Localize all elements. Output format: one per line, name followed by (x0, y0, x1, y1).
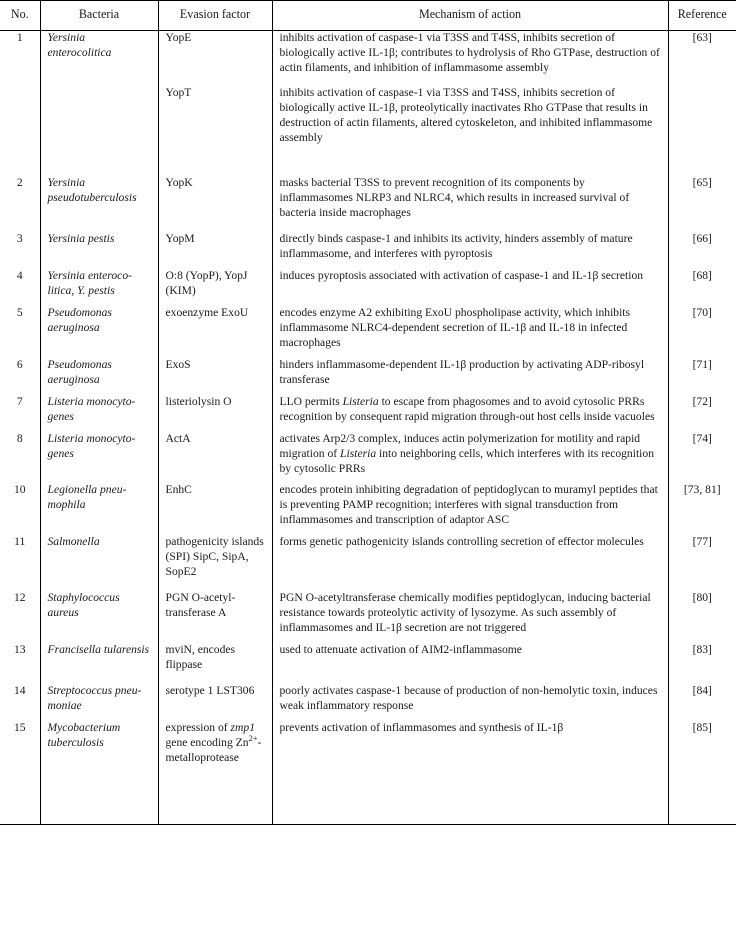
row-evasion-factor: mviN, encodes flippase (158, 643, 272, 673)
row-evasion-factor: YopE (158, 30, 272, 75)
row-evasion-factor: serotype 1 LST306 (158, 684, 272, 714)
column-header-evasion: Evasion factor (158, 1, 272, 31)
row-evasion-factor: listeriolysin O (158, 395, 272, 425)
row-reference: [72] (692, 394, 712, 408)
table-row (0, 395, 736, 425)
table-row (0, 176, 736, 221)
row-evasion-factor: expression of zmp1 gene encoding $Zn^{2+}$-metalloprotease (158, 721, 272, 766)
table-row (0, 306, 736, 351)
spacer-row (0, 636, 736, 643)
spacer-row (0, 146, 736, 176)
row-number: 6 (0, 358, 40, 388)
gene-name: zmp1 (230, 720, 256, 734)
row-mechanism: inhibits activation of caspase-1 via T3SS and T4SS, inhibits secretion of biologically active IL-1β, proteolytically inactivates Rho GTPase that results in destruction of actin filaments, altered cytoskeleton, and inhibited inflammasome assembly (272, 86, 668, 146)
row-number: 11 (0, 535, 40, 580)
row-mechanism: poorly activates caspase-1 because of production of non-hemolytic toxin, induces weak inflammatory response (272, 684, 668, 714)
row-evasion-factor: pathogenicity islands (SPI) SipC, SipA, SopE2 (158, 535, 272, 580)
table-row (0, 269, 736, 299)
species-name: Listeria (340, 446, 377, 460)
row-evasion-factor: exoenzyme ExoU (158, 306, 272, 351)
row-bacteria: Streptococcus pneu- moniae (40, 684, 158, 714)
spacer-row (0, 299, 736, 306)
spacer-row (0, 388, 736, 395)
row-reference: [77] (692, 535, 712, 549)
spacer-row (0, 714, 736, 721)
row-bacteria: Yersinia enterocolitica (40, 30, 158, 75)
table-row (0, 591, 736, 636)
row-number (0, 86, 40, 146)
row-bacteria: Pseudomonas aeruginosa (40, 306, 158, 351)
row-mechanism: hinders inflammasome-dependent IL-1β production by activating ADP-ribosyl transferase (272, 358, 668, 388)
spacer-row (0, 425, 736, 432)
row-bacteria: Francisella tularensis (40, 643, 158, 673)
row-number: 12 (0, 591, 40, 636)
row-number: 8 (0, 432, 40, 477)
row-reference: [84] (692, 683, 712, 697)
table-body (0, 30, 736, 824)
spacer-row (0, 221, 736, 232)
table-bottom-spacer (0, 766, 736, 825)
row-evasion-factor: YopK (158, 176, 272, 221)
row-bacteria (40, 86, 158, 146)
row-mechanism: PGN O-acetyltransferase chemically modifies peptidoglycan, inducing bacterial resistance towards proteolytic activity of lysozyme. As such assembly of inflammasomes and IL-1β secretion are not triggered (272, 591, 668, 636)
spacer-row (0, 351, 736, 358)
row-reference: [68] (692, 269, 712, 283)
row-reference: [74] (692, 431, 712, 445)
spacer-row (0, 262, 736, 269)
row-evasion-factor: YopT (158, 86, 272, 146)
charge-superscript: 2+ (248, 733, 258, 743)
row-number: 7 (0, 395, 40, 425)
column-header-bacteria: Bacteria (40, 1, 158, 31)
row-bacteria: Staphylococcus aureus (40, 591, 158, 636)
row-evasion-factor: YopM (158, 232, 272, 262)
table-row (0, 432, 736, 477)
row-evasion-factor: ExoS (158, 358, 272, 388)
species-name: Listeria (342, 394, 379, 408)
row-reference: [66] (692, 232, 712, 246)
row-bacteria: Listeria monocyto- genes (40, 395, 158, 425)
row-evasion-factor: EnhC (158, 483, 272, 528)
spacer-row (0, 673, 736, 684)
row-reference: [73, 81] (683, 483, 721, 497)
spacer-row (0, 476, 736, 483)
spacer-row (0, 580, 736, 591)
row-reference: [70] (692, 305, 712, 319)
column-header-no: No. (0, 1, 40, 31)
table-row (0, 684, 736, 714)
row-number: 15 (0, 721, 40, 766)
row-number: 5 (0, 306, 40, 351)
table-row (0, 232, 736, 262)
row-mechanism: encodes enzyme A2 exhibiting ExoU phospholipase activity, which inhibits inflammasome NLRC4-dependent secretion of IL-1β and IL-18 in infected macrophages (272, 306, 668, 351)
row-bacteria: Listeria monocyto- genes (40, 432, 158, 477)
row-number: 10 (0, 483, 40, 528)
row-evasion-factor: ActA (158, 432, 272, 477)
row-mechanism: forms genetic pathogenicity islands controlling secretion of effector molecules (272, 535, 668, 580)
row-evasion-factor: PGN O-acetyl-transferase A (158, 591, 272, 636)
row-reference: [83] (692, 643, 712, 657)
row-number: 1 (0, 30, 40, 75)
row-mechanism: inhibits activation of caspase-1 via T3SS and T4SS, inhibits secretion of biologically active IL-1β; contributes to hydrolysis of Rho GTPase, destruction of actin filaments, and inhibition of inflammasome assembly (272, 30, 668, 75)
row-bacteria: Legionella pneu- mophila (40, 483, 158, 528)
table-header (0, 1, 736, 31)
row-bacteria: Yersinia enteroco- litica, Y. pestis (40, 269, 158, 299)
spacer-row (0, 75, 736, 86)
spacer-row (0, 528, 736, 535)
table-row (0, 86, 736, 146)
table-row (0, 30, 736, 75)
row-number: 14 (0, 684, 40, 714)
row-reference: [63] (692, 30, 712, 44)
header-row (0, 1, 736, 31)
row-mechanism: LLO permits Listeria to escape from phagosomes and to avoid cytosolic PRRs recognition by consequent rapid migration through-out host cells inside vacuoles (272, 395, 668, 425)
row-mechanism: used to attenuate activation of AIM2-inflammasome (272, 643, 668, 673)
row-mechanism: directly binds caspase-1 and inhibits its activity, hinders assembly of mature inflammasome, and interferes with pyroptosis (272, 232, 668, 262)
row-reference: [80] (692, 591, 712, 605)
row-number: 2 (0, 176, 40, 221)
row-mechanism: induces pyroptosis associated with activation of caspase-1 and IL-1β secretion (272, 269, 668, 299)
row-evasion-factor: O:8 (YopP), YopJ (KIM) (158, 269, 272, 299)
row-reference: [65] (692, 176, 712, 190)
table-row (0, 535, 736, 580)
row-bacteria: Yersinia pseudotuberculosis (40, 176, 158, 221)
row-reference: [71] (692, 357, 712, 371)
column-header-reference: Reference (668, 1, 736, 31)
row-mechanism: activates Arp2/3 complex, induces actin polymerization for motility and rapid migration of Listeria into neighboring cells, which interferes with its recognition by cytosolic PRRs (272, 432, 668, 477)
row-bacteria: Salmonella (40, 535, 158, 580)
row-reference (668, 86, 736, 146)
row-mechanism: encodes protein inhibiting degradation of peptidoglycan to muramyl peptides that is preventing PAMP recognition; interferes with signal transduction from inflammasomes and transcription of adaptor ASC (272, 483, 668, 528)
row-mechanism: prevents activation of inflammasomes and synthesis of IL-1β (272, 721, 668, 766)
table-row (0, 721, 736, 766)
row-reference: [85] (692, 720, 712, 734)
table-row (0, 358, 736, 388)
row-mechanism: masks bacterial T3SS to prevent recognition of its components by inflammasomes NLRP3 and NLRC4, which results in increased survival of bacteria inside macrophages (272, 176, 668, 221)
table-row (0, 643, 736, 673)
row-number: 3 (0, 232, 40, 262)
column-header-mechanism: Mechanism of action (272, 1, 668, 31)
row-bacteria: Mycobacterium tuberculosis (40, 721, 158, 766)
row-bacteria: Pseudomonas aeruginosa (40, 358, 158, 388)
row-bacteria: Yersinia pestis (40, 232, 158, 262)
row-number: 13 (0, 643, 40, 673)
table-row (0, 483, 736, 528)
row-number: 4 (0, 269, 40, 299)
